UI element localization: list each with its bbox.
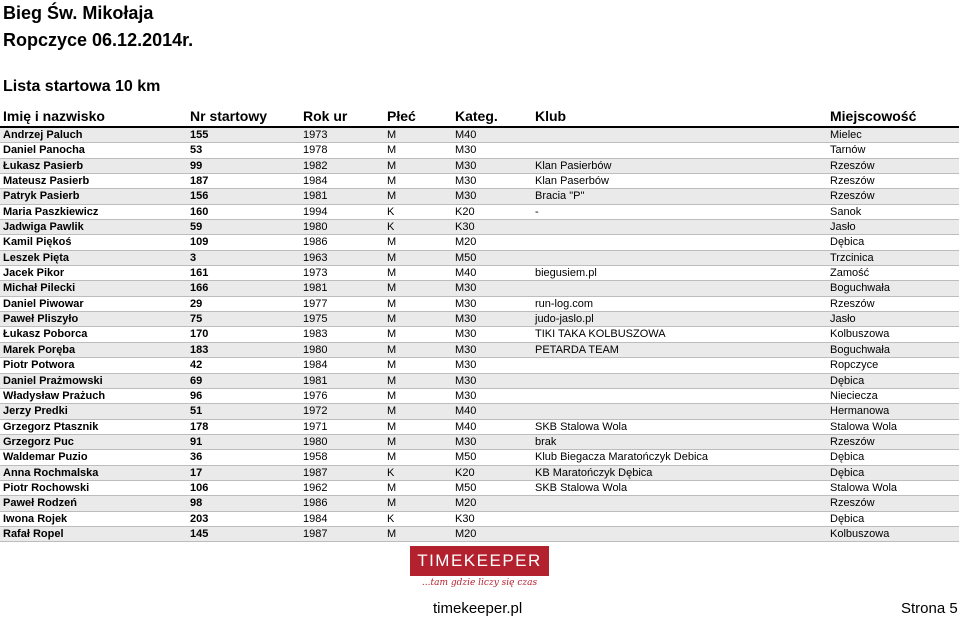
column-header-name: Imię i nazwisko [3,108,105,124]
cell-birth-year: 1975 [303,313,328,326]
cell-birth-year: 1986 [303,236,328,249]
cell-sex: M [387,374,397,387]
cell-city: Jasło [830,313,856,326]
cell-category: M30 [455,435,477,448]
cell-number: 42 [190,359,203,372]
cell-name: Mateusz Pasierb [3,175,90,188]
cell-sex: M [387,405,397,418]
cell-birth-year: 1986 [303,497,328,510]
cell-city: Mielec [830,129,862,141]
cell-name: Andrzej Paluch [3,129,83,141]
cell-category: M50 [455,481,477,494]
cell-category: M30 [455,343,477,356]
cell-category: M30 [455,374,477,387]
cell-name: Kamil Piękoś [3,236,72,249]
cell-club: Klan Paserbów [535,175,609,188]
cell-number: 96 [190,389,203,402]
cell-sex: M [387,420,397,433]
cell-birth-year: 1981 [303,374,328,387]
cell-city: Zamość [830,267,870,280]
cell-sex: M [387,328,397,341]
cell-city: Rzeszów [830,175,875,188]
cell-birth-year: 1987 [303,466,328,479]
cell-number: 59 [190,221,203,234]
cell-sex: K [387,466,395,479]
column-header-number: Nr startowy [190,108,268,124]
cell-name: Daniel Prażmowski [3,374,103,387]
cell-birth-year: 1963 [303,251,328,264]
cell-club: biegusiem.pl [535,267,597,280]
cell-category: M30 [455,313,477,326]
cell-birth-year: 1980 [303,221,328,234]
cell-city: Trzcinica [830,251,874,264]
cell-sex: M [387,175,397,188]
cell-birth-year: 1972 [303,405,328,418]
table-row [0,235,959,250]
column-header-club: Klub [535,108,567,124]
cell-name: Waldemar Puzio [3,451,88,464]
cell-category: M30 [455,144,477,157]
cell-number: 51 [190,405,203,418]
table-row [0,205,959,220]
cell-club: - [535,205,539,218]
cell-category: M30 [455,359,477,372]
cell-name: Paweł Rodzeń [3,497,77,510]
cell-birth-year: 1962 [303,481,328,494]
cell-name: Leszek Pięta [3,251,70,264]
cell-city: Sanok [830,205,862,218]
cell-city: Hermanowa [830,405,890,418]
cell-sex: M [387,297,397,310]
cell-name: Jadwiga Pawlik [3,221,84,234]
cell-number: 156 [190,190,209,203]
table-row [0,266,959,281]
cell-sex: M [387,313,397,326]
cell-category: M30 [455,297,477,310]
table-row [0,527,959,542]
cell-city: Rzeszów [830,159,875,172]
table-row [0,496,959,511]
column-header-category: Kateg. [455,108,498,124]
cell-category: M50 [455,251,477,264]
table-row [0,327,959,342]
cell-name: Piotr Rochowski [3,481,90,494]
cell-city: Boguchwała [830,343,890,356]
table-row [0,435,959,450]
cell-sex: K [387,512,395,525]
cell-category: M30 [455,175,477,188]
cell-city: Dębica [830,236,865,249]
event-title: Bieg Św. Mikołaja [3,3,154,23]
table-row [0,143,959,158]
cell-birth-year: 1971 [303,420,328,433]
table-row [0,466,959,481]
cell-category: M40 [455,129,477,141]
cell-number: 17 [190,466,203,479]
cell-name: Łukasz Poborca [3,328,88,341]
table-row [0,251,959,266]
table-row [0,450,959,465]
cell-name: Daniel Panocha [3,144,85,157]
cell-city: Ropczyce [830,359,879,372]
cell-number: 187 [190,175,209,188]
cell-sex: M [387,190,397,203]
cell-name: Daniel Piwowar [3,297,84,310]
cell-sex: M [387,497,397,510]
cell-name: Grzegorz Ptasznik [3,420,99,433]
cell-sex: M [387,451,397,464]
cell-name: Anna Rochmalska [3,466,99,479]
logo-banner [410,546,549,576]
column-header-birth-year: Rok ur [303,108,348,124]
cell-category: M30 [455,190,477,203]
cell-birth-year: 1981 [303,282,328,295]
cell-category: M30 [455,159,477,172]
list-title: Lista startowa 10 km [3,78,161,95]
cell-birth-year: 1984 [303,359,328,372]
cell-birth-year: 1958 [303,451,328,464]
cell-number: 98 [190,497,203,510]
cell-club: run-log.com [535,297,594,310]
cell-category: M40 [455,405,477,418]
cell-category: M30 [455,282,477,295]
table-row [0,481,959,496]
column-header-city: Miejscowość [830,108,917,124]
cell-number: 106 [190,481,209,494]
cell-name: Jerzy Predki [3,405,68,418]
timekeeper-logo [410,546,549,592]
table-row [0,374,959,389]
cell-sex: M [387,527,397,540]
cell-club: SKB Stalowa Wola [535,420,628,433]
cell-number: 178 [190,420,209,433]
cell-birth-year: 1973 [303,129,328,141]
cell-name: Jacek Pikor [3,267,65,280]
cell-number: 161 [190,267,209,280]
event-date-place: Ropczyce 06.12.2014r. [3,30,194,50]
cell-birth-year: 1980 [303,343,328,356]
cell-city: Tarnów [830,144,866,157]
cell-sex: M [387,144,397,157]
cell-sex: M [387,267,397,280]
cell-category: M40 [455,420,477,433]
cell-category: M50 [455,451,477,464]
cell-number: 29 [190,297,203,310]
cell-birth-year: 1982 [303,159,328,172]
cell-name: Grzegorz Puc [3,435,74,448]
cell-number: 170 [190,328,209,341]
cell-city: Dębica [830,451,865,464]
cell-category: K20 [455,205,475,218]
cell-number: 36 [190,451,203,464]
cell-sex: M [387,251,397,264]
cell-number: 166 [190,282,209,295]
cell-number: 91 [190,435,203,448]
cell-club: Klub Biegacza Maratończyk Debica [535,451,709,464]
table-row [0,281,959,296]
cell-birth-year: 1983 [303,328,328,341]
cell-birth-year: 1978 [303,144,328,157]
cell-birth-year: 1984 [303,175,328,188]
cell-category: K30 [455,512,475,525]
cell-category: M20 [455,497,477,510]
start-list-table [0,128,959,542]
cell-name: Piotr Potwora [3,359,75,372]
cell-number: 99 [190,159,203,172]
cell-sex: K [387,221,395,234]
cell-name: Łukasz Pasierb [3,159,84,172]
table-row [0,343,959,358]
table-row [0,174,959,189]
cell-category: M40 [455,267,477,280]
cell-sex: K [387,205,395,218]
cell-number: 160 [190,205,209,218]
cell-number: 69 [190,374,203,387]
cell-name: Maria Paszkiewicz [3,205,99,218]
cell-club: Bracia "P" [535,190,585,203]
cell-category: M30 [455,328,477,341]
cell-club: brak [535,435,557,448]
cell-name: Władysław Prażuch [3,389,106,402]
table-row [0,159,959,174]
cell-club: PETARDA TEAM [535,343,619,356]
cell-name: Rafał Ropel [3,527,64,540]
table-row [0,297,959,312]
cell-city: Dębica [830,374,865,387]
cell-city: Nieciecza [830,389,878,402]
cell-city: Rzeszów [830,435,875,448]
cell-sex: M [387,236,397,249]
cell-city: Dębica [830,512,865,525]
cell-club: SKB Stalowa Wola [535,481,628,494]
cell-category: K30 [455,221,475,234]
cell-city: Kolbuszowa [830,328,890,341]
cell-club: TIKI TAKA KOLBUSZOWA [535,328,666,341]
cell-sex: M [387,359,397,372]
table-row [0,512,959,527]
cell-city: Stalowa Wola [830,481,898,494]
table-row [0,128,959,143]
table-header [0,106,959,128]
cell-birth-year: 1977 [303,297,328,310]
cell-category: M30 [455,389,477,402]
logo-tagline: ...tam gdzie liczy się czas [421,578,538,588]
cell-number: 203 [190,512,209,525]
logo-wordmark: TIMEKEEPER [417,551,542,570]
cell-birth-year: 1987 [303,527,328,540]
cell-birth-year: 1981 [303,190,328,203]
cell-city: Rzeszów [830,497,875,510]
footer-site: timekeeper.pl [433,600,523,617]
table-row [0,189,959,204]
page-number: Strona 5 [901,600,958,617]
cell-city: Jasło [830,221,856,234]
cell-name: Paweł Pliszyło [3,313,79,326]
cell-sex: M [387,343,397,356]
cell-name: Patryk Pasierb [3,190,80,203]
cell-birth-year: 1984 [303,512,328,525]
cell-city: Dębica [830,466,865,479]
cell-name: Michał Pilecki [3,282,76,295]
table-row [0,389,959,404]
cell-birth-year: 1976 [303,389,328,402]
cell-city: Rzeszów [830,190,875,203]
cell-number: 3 [190,251,197,264]
cell-number: 53 [190,144,203,157]
cell-city: Rzeszów [830,297,875,310]
cell-birth-year: 1980 [303,435,328,448]
cell-number: 183 [190,343,209,356]
table-row [0,358,959,373]
cell-sex: M [387,129,397,141]
cell-sex: M [387,389,397,402]
cell-birth-year: 1994 [303,205,328,218]
column-header-sex: Płeć [387,108,416,124]
table-row [0,420,959,435]
cell-birth-year: 1973 [303,267,328,280]
cell-category: M20 [455,527,477,540]
cell-number: 75 [190,313,203,326]
cell-club: Klan Pasierbów [535,159,612,172]
cell-number: 155 [190,129,209,141]
cell-sex: M [387,435,397,448]
cell-city: Boguchwała [830,282,890,295]
cell-category: K20 [455,466,475,479]
cell-number: 109 [190,236,209,249]
cell-sex: M [387,481,397,494]
cell-sex: M [387,282,397,295]
table-row [0,404,959,419]
table-row [0,312,959,327]
cell-club: KB Maratończyk Dębica [535,466,653,479]
cell-city: Stalowa Wola [830,420,898,433]
cell-city: Kolbuszowa [830,527,890,540]
cell-name: Iwona Rojek [3,512,68,525]
cell-sex: M [387,159,397,172]
cell-name: Marek Poręba [3,343,76,356]
cell-category: M20 [455,236,477,249]
cell-club: judo-jaslo.pl [535,313,594,326]
cell-number: 145 [190,527,209,540]
table-row [0,220,959,235]
